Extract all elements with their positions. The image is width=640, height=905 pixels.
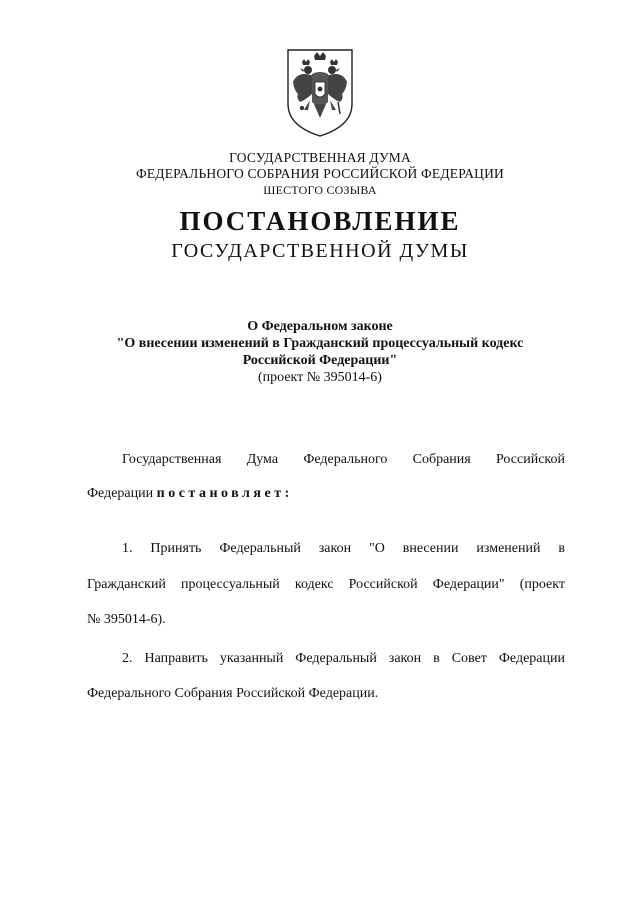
resolves-word: постановляет: xyxy=(156,486,293,501)
russian-coat-of-arms-icon xyxy=(284,46,356,138)
paragraph-1-line-2: Гражданский процессуальный кодекс Российской Федерации" (проект xyxy=(87,577,565,592)
subject-line-2: "О внесении изменений в Гражданский процессуальный кодекс xyxy=(116,336,524,351)
header-line-2: ФЕДЕРАЛЬНОГО СОБРАНИЯ РОССИЙСКОЙ ФЕДЕРАЦИИ xyxy=(136,166,504,181)
document-title: ПОСТАНОВЛЕНИЕ xyxy=(179,206,461,236)
paragraph-2-line-2: Федерального Собрания Российской Федерации. xyxy=(87,686,379,701)
paragraph-2-line-1: 2. Направить указанный Федеральный закон в Совет Федерации xyxy=(122,651,565,666)
paragraph-1-line-3: № 395014-6). xyxy=(87,612,166,627)
header-line-1: ГОСУДАРСТВЕННАЯ ДУМА xyxy=(229,150,411,165)
subject-line-1: О Федеральном законе xyxy=(247,319,393,334)
intro-line-2-start: Федерации xyxy=(87,486,154,501)
subject-line-3: Российской Федерации" xyxy=(242,353,398,368)
intro-line-2 xyxy=(87,486,565,502)
subject-line-4: (проект № 395014-6) xyxy=(258,370,382,385)
document-subject xyxy=(0,318,640,386)
paragraph-1-line-1: 1. Принять Федеральный закон "О внесении изменений в xyxy=(122,541,565,556)
intro-line-1: Государственная Дума Федерального Собрания Российской xyxy=(122,452,565,467)
document-subtitle: ГОСУДАРСТВЕННОЙ ДУМЫ xyxy=(171,240,469,262)
header-line-3: ШЕСТОГО СОЗЫВА xyxy=(263,183,377,197)
